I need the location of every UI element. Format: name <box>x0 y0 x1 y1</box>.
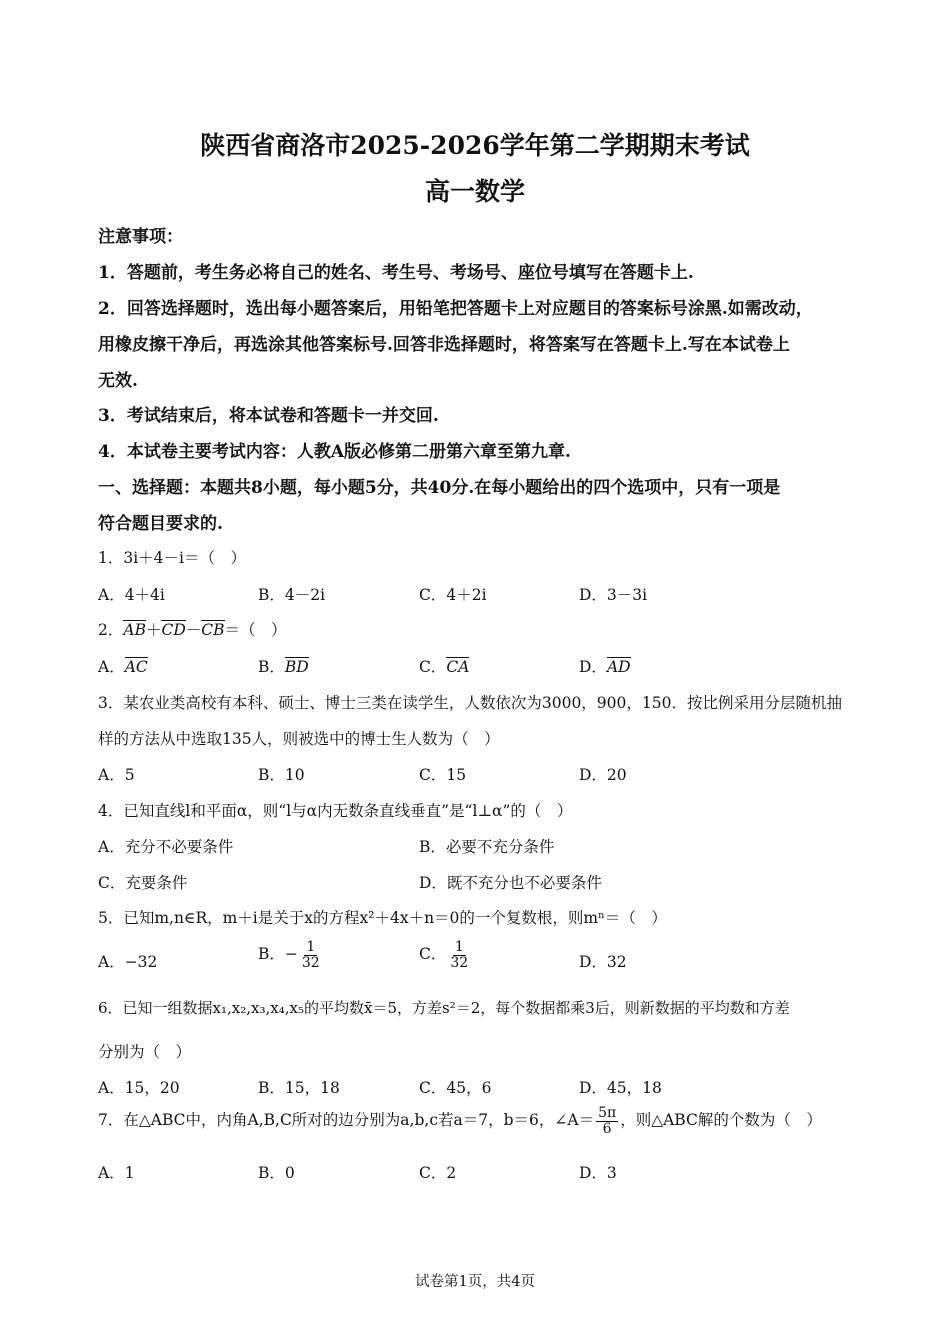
fraction-numerator: 5π <box>598 1105 617 1121</box>
notice-item: 3．考试结束后，将本试卷和答题卡一并交回. <box>98 406 439 426</box>
vector-ac: AC <box>124 658 148 676</box>
fraction-denominator: 32 <box>450 954 469 971</box>
q2-prefix: 2． <box>98 621 124 639</box>
option-label: B． <box>258 658 285 676</box>
q4-option-a: A．充分不必要条件 <box>98 838 234 856</box>
page-footer: 试卷第1页，共4页 <box>415 1274 535 1290</box>
q6-option-d: D．45，18 <box>579 1079 662 1097</box>
q2-option-a <box>98 655 148 677</box>
q3-option-c: C．15 <box>419 766 467 784</box>
option-label: C． <box>419 658 447 676</box>
q1-option-d: D．3－3i <box>579 586 648 604</box>
question-5-stem: 5．已知m,n∈R，m＋i是关于x的方程x²＋4x＋n＝0的一个复数根，则mⁿ＝（ ） <box>98 909 667 927</box>
question-6-stem: 6．已知一组数据x₁,x₂,x₃,x₄,x₅的平均数x̄＝5，方差s²＝2，每个数据都乘3后，则新数据的平均数和方差 <box>98 999 790 1017</box>
fraction <box>596 1106 618 1136</box>
q5-option-c <box>419 940 472 970</box>
question-6-stem-cont: 分别为（ ） <box>98 1043 192 1061</box>
q5-option-b <box>258 940 324 970</box>
vector-ad: AD <box>606 658 631 676</box>
q4-option-b: B．必要不充分条件 <box>419 838 555 856</box>
vector-ab: AB <box>123 621 146 639</box>
question-3-stem: 3．某农业类高校有本科、硕士、博士三类在读学生，人数依次为3000，900，150．按比例采用分层随机抽 <box>98 694 842 712</box>
q7-option-c: C．2 <box>419 1164 457 1182</box>
question-1-stem: 1．3i＋4－i＝（ ） <box>98 549 246 567</box>
option-label: B．− <box>258 945 298 964</box>
q6-option-a: A．15，20 <box>98 1079 180 1097</box>
section-heading-cont: 符合题目要求的. <box>98 514 223 534</box>
notice-item: 无效. <box>98 371 138 391</box>
vector-ca: CA <box>446 658 470 676</box>
fraction-denominator: 6 <box>602 1120 612 1137</box>
fraction <box>300 940 322 970</box>
q1-option-c: C．4＋2i <box>419 586 487 604</box>
fraction-numerator: 1 <box>306 939 316 955</box>
q7-option-b: B．0 <box>258 1164 295 1182</box>
q2-op: － <box>185 621 202 639</box>
q7-option-a: A．1 <box>98 1164 135 1182</box>
q1-option-b: B．4－2i <box>258 586 326 604</box>
exam-title: 陕西省商洛市2025-2026学年第二学期期末考试 <box>200 131 750 160</box>
q3-option-b: B．10 <box>258 766 305 784</box>
q2-option-b <box>258 655 309 677</box>
q7-option-d: D．3 <box>579 1164 617 1182</box>
q5-option-d: D．32 <box>579 953 627 971</box>
question-4-stem: 4．已知直线l和平面α，则“l与α内无数条直线垂直”是“l⊥α”的（ ） <box>98 802 573 820</box>
q2-option-d <box>579 655 631 677</box>
notice-item: 2．回答选择题时，选出每小题答案后，用铅笔把答题卡上对应题目的答案标号涂黑.如需改动， <box>98 299 813 319</box>
q7-stem-part: 7．在△ABC中，内角A,B,C所对的边分别为a,b,c若a＝7，b＝6，∠A＝ <box>98 1111 595 1130</box>
fraction-denominator: 32 <box>301 954 320 971</box>
q5-option-a: A．−32 <box>98 953 158 971</box>
q6-option-c: C．45，6 <box>419 1079 492 1097</box>
notice-item: 4．本试卷主要考试内容：人教A版必修第二册第六章至第九章. <box>98 442 571 462</box>
notice-item: 1．答题前，考生务必将自己的姓名、考生号、考场号、座位号填写在答题卡上. <box>98 263 694 283</box>
option-label: A． <box>98 658 125 676</box>
vector-cd: CD <box>161 621 186 639</box>
q4-option-c: C．充要条件 <box>98 874 188 892</box>
q2-option-c <box>419 655 469 677</box>
q2-op: ＋ <box>145 621 162 639</box>
q6-option-b: B．15，18 <box>258 1079 340 1097</box>
option-label: C． <box>419 945 447 964</box>
fraction <box>448 940 470 970</box>
exam-subject: 高一数学 <box>424 177 525 206</box>
notice-heading: 注意事项： <box>98 227 183 247</box>
q4-option-d: D．既不充分也不必要条件 <box>419 874 602 892</box>
q7-stem-part: ，则△ABC解的个数为（ ） <box>620 1111 822 1130</box>
vector-bd: BD <box>284 658 309 676</box>
q3-option-a: A．5 <box>98 766 135 784</box>
q1-option-a: A．4＋4i <box>98 586 165 604</box>
section-heading: 一、选择题：本题共8小题，每小题5分，共40分.在每小题给出的四个选项中，只有一项是 <box>98 478 781 498</box>
q2-suffix: ＝（ ） <box>224 621 287 639</box>
option-label: D． <box>579 658 607 676</box>
question-2-stem <box>98 618 858 640</box>
notice-item: 用橡皮擦干净后，再选涂其他答案标号.回答非选择题时，将答案写在答题卡上.写在本试卷上 <box>98 335 790 355</box>
question-3-stem-cont: 样的方法从中选取135人，则被选中的博士生人数为（ ） <box>98 730 500 748</box>
question-7-stem <box>98 1106 858 1136</box>
q3-option-d: D．20 <box>579 766 627 784</box>
vector-cb: CB <box>201 621 225 639</box>
fraction-numerator: 1 <box>454 939 464 955</box>
